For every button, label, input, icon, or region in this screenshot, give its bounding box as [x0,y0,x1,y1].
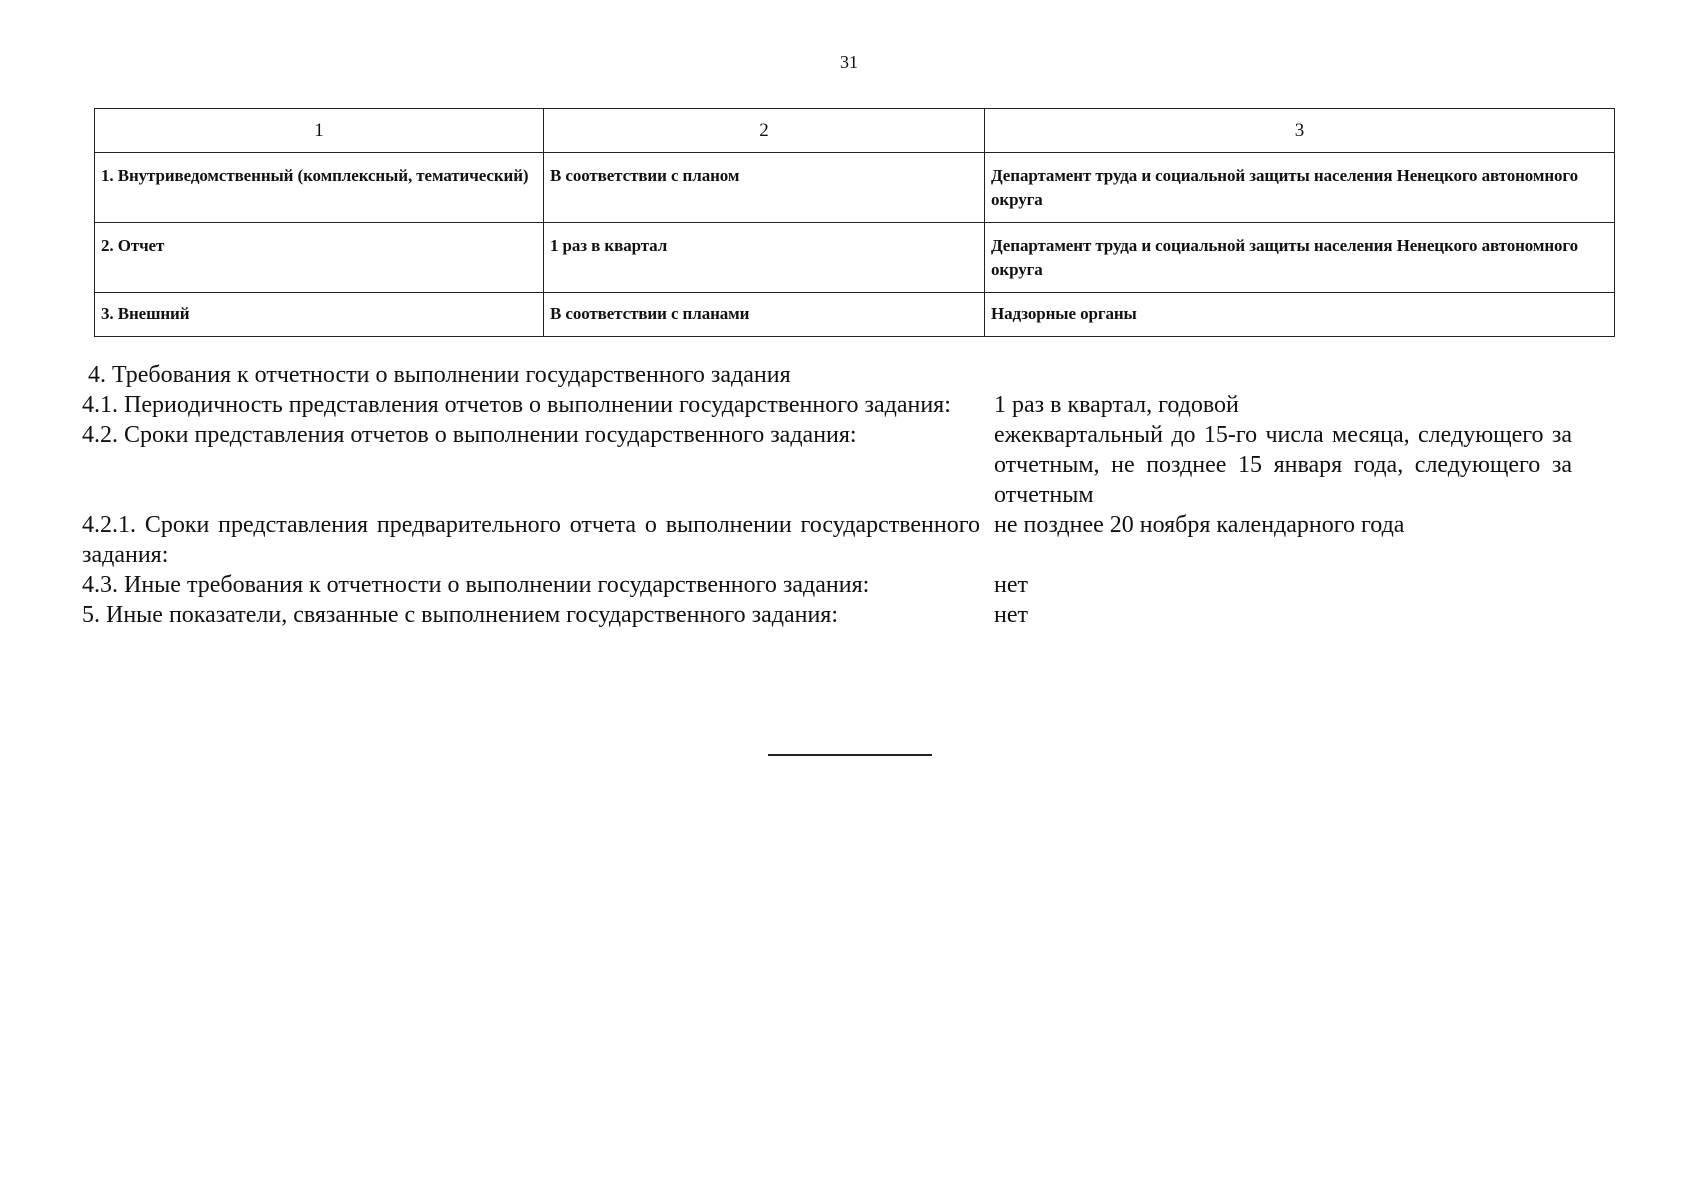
requirement-row [82,600,1602,630]
requirement-value: нет [994,572,1028,598]
table-cell-frequency: В соответствии с планами [544,293,985,337]
table-header-row [95,109,1615,153]
requirement-label: 4.2. Сроки представления отчетов о выполнении государственного задания: [82,422,857,448]
table-row [95,153,1615,223]
table-cell-frequency: В соответствии с планом [544,153,985,223]
requirement-label: 4.3. Иные требования к отчетности о выполнении государственного задания: [82,572,870,598]
table-cell-authority: Департамент труда и социальной защиты населения Ненецкого автономного округа [985,153,1615,223]
reporting-requirements-section [82,360,1602,630]
section-heading: 4. Требования к отчетности о выполнении государственного задания [88,362,791,388]
requirement-value: 1 раз в квартал, годовой [994,392,1239,418]
table-cell-authority: Надзорные органы [985,293,1615,337]
column-header: 1 [95,109,544,153]
requirement-value: нет [994,602,1028,628]
table-row [95,223,1615,293]
table-cell-form: 1. Внутриведомственный (комплексный, тематический) [95,153,544,223]
requirement-row [82,420,1602,510]
table-cell-frequency: 1 раз в квартал [544,223,985,293]
requirement-label: 4.1. Периодичность представления отчетов о выполнении государственного задания: [82,392,951,418]
requirement-value: не позднее 20 ноября календарного года [994,512,1405,538]
table-cell-form: 2. Отчет [95,223,544,293]
requirement-label: 5. Иные показатели, связанные с выполнением государственного задания: [82,602,838,628]
table-cell-form: 3. Внешний [95,293,544,337]
requirement-row [82,510,1602,570]
requirement-row [82,570,1602,600]
column-header: 2 [544,109,985,153]
control-table [94,108,1615,337]
requirement-value: ежеквартальный до 15-го числа месяца, следующего за отчетным, не позднее 15 января года, следующего за отчетным [994,422,1572,508]
column-header: 3 [985,109,1615,153]
table-row [95,293,1615,337]
page-number: 31 [840,52,858,72]
requirement-label: 4.2.1. Сроки представления предварительного отчета о выполнении государственного задания: [82,512,980,568]
requirement-row [82,390,1602,420]
table-cell-authority: Департамент труда и социальной защиты населения Ненецкого автономного округа [985,223,1615,293]
end-of-document-line [768,754,932,756]
